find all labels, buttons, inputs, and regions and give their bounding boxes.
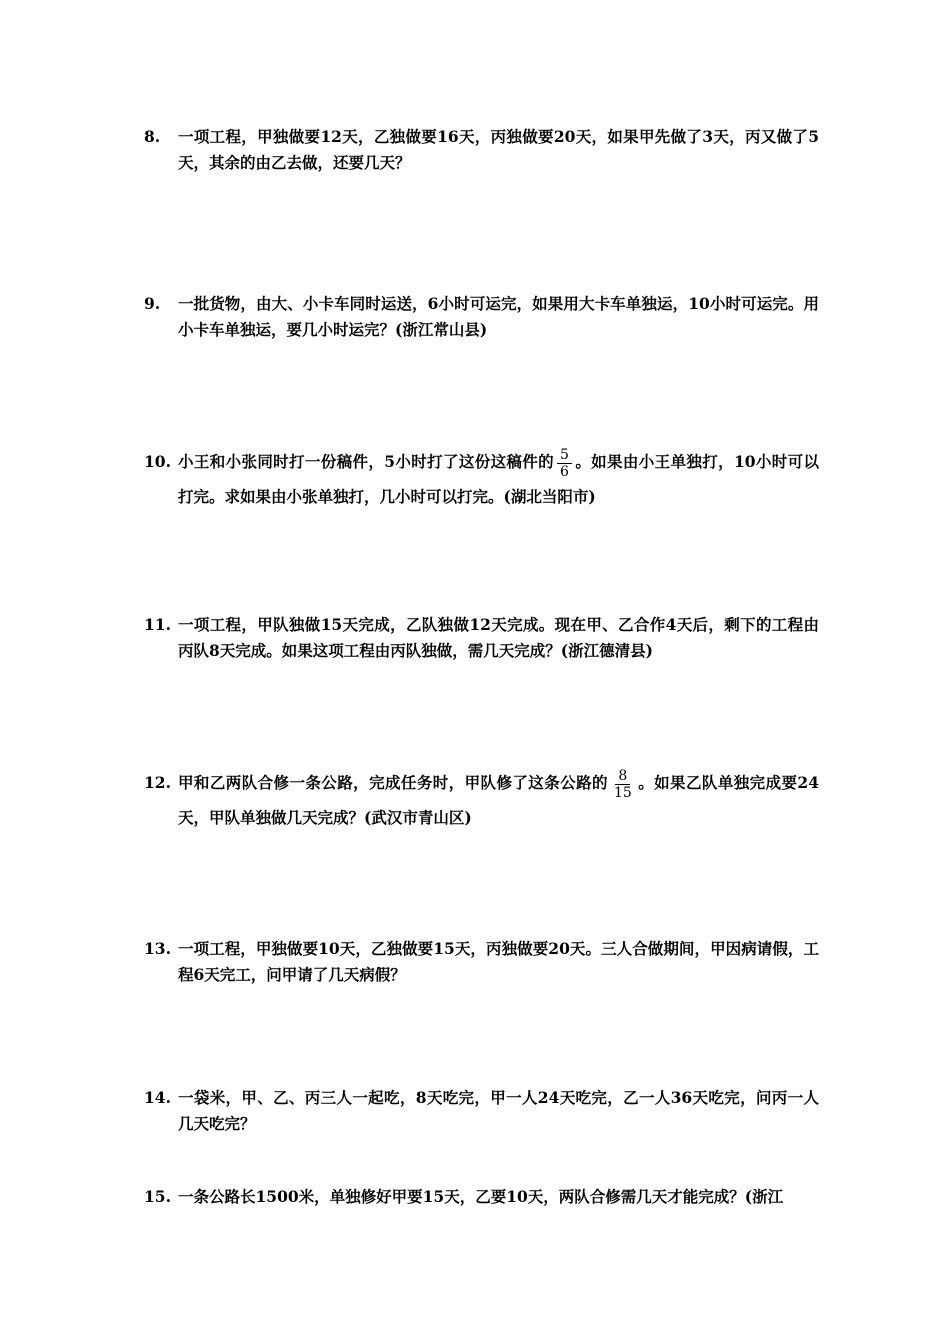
problem-10 — [144, 445, 819, 514]
problem-text-after: 。如果乙队单独完成要24天，甲队单独做几天完成？(武汉市青山区) — [178, 773, 819, 827]
problem-13 — [144, 936, 819, 988]
problem-number: 10. — [144, 452, 171, 471]
problem-text: 一袋米，甲、乙、丙三人一起吃，8天吃完，甲一人24天吃完，乙一人36天吃完，问丙一人几天吃完？ — [178, 1088, 819, 1133]
problem-8 — [144, 124, 819, 176]
fraction-denominator: 6 — [560, 463, 569, 480]
fraction — [557, 447, 572, 480]
problem-14 — [144, 1085, 819, 1137]
problem-number: 15. — [144, 1187, 171, 1206]
problem-number: 12. — [144, 773, 171, 792]
problem-text: 一条公路长1500米，单独修好甲要15天，乙要10天，两队合修需几天才能完成？(浙江 — [178, 1187, 784, 1206]
fraction-numerator: 5 — [557, 447, 572, 464]
problem-text-after: 。如果由小王单独打，10小时可以打完。求如果由小张单独打，几小时可以打完。(湖北当阳市) — [178, 452, 819, 506]
problem-number: 11. — [144, 615, 171, 634]
fraction — [611, 768, 635, 801]
problem-text: 一批货物，由大、小卡车同时运送，6小时可运完，如果用大卡车单独运，10小时可运完。用小卡车单独运，要几小时运完？(浙江常山县) — [178, 294, 819, 339]
problem-number: 14. — [144, 1088, 171, 1107]
problem-text: 一项工程，甲队独做15天完成，乙队独做12天完成。现在甲、乙合作4天后，剩下的工程由丙队8天完成。如果这项工程由丙队独做，需几天完成？(浙江德清县) — [178, 615, 819, 660]
problem-text-before: 小王和小张同时打一份稿件，5小时打了这份这稿件的 — [178, 452, 555, 471]
problem-text-before: 甲和乙两队合修一条公路，完成任务时，甲队修了这条公路的 — [178, 773, 608, 792]
problem-text: 一项工程，甲独做要12天，乙独做要16天，丙独做要20天，如果甲先做了3天，丙又做了5天，其余的由乙去做，还要几天？ — [178, 127, 819, 172]
problem-number: 8. — [144, 127, 161, 146]
problem-15 — [144, 1184, 819, 1210]
problem-11 — [144, 612, 819, 664]
problem-text: 一项工程，甲独做要10天，乙独做要15天，丙独做要20天。三人合做期间，甲因病请假，工程6天完工，问甲请了几天病假？ — [178, 939, 819, 984]
problem-9 — [144, 291, 819, 343]
problem-12 — [144, 766, 819, 835]
fraction-numerator: 8 — [615, 768, 630, 785]
problem-text — [178, 445, 819, 514]
fraction-denominator: 15 — [613, 784, 632, 801]
problem-number: 13. — [144, 939, 171, 958]
problem-number: 9. — [144, 294, 161, 313]
problem-text — [178, 766, 819, 835]
